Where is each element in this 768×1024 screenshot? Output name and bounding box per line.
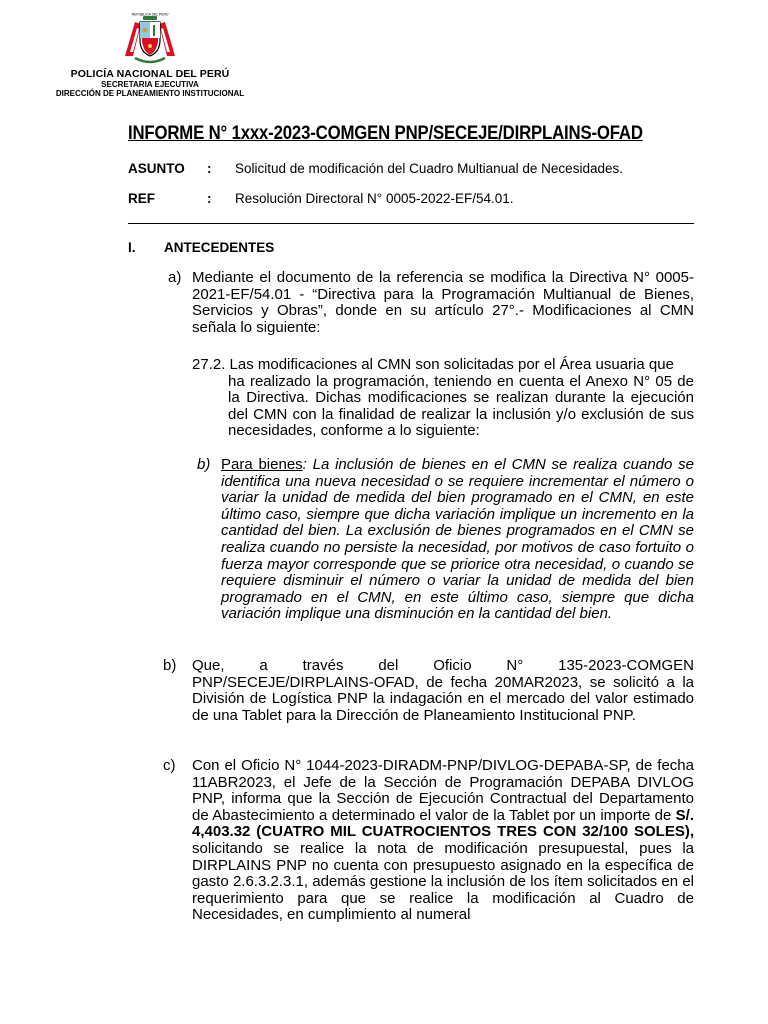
item-a-marker: a) xyxy=(168,269,182,286)
goods-item-marker: b) xyxy=(197,456,211,473)
quote-continuation: ha realizado la programación, teniendo en cuenta el Anexo N° 05 de la Directiva. Dichas modificaciones se realizan durante la ejecución del CMN con la finalidad de realizar la inclusión y/o exclusión de sus necesidades, conforme a lo siguiente: xyxy=(228,372,694,440)
organization-name: POLICÍA NACIONAL DEL PERÚ xyxy=(70,68,230,80)
item-c-paragraph xyxy=(192,758,694,924)
item-c-text-start: Con el Oficio N° 1044-2023-DIRADM-PNP/DIVLOG-DEPABA-SP, de fecha 11ABR2023, el Jefe de la Sección de Programación DEPABA DIVLOG PNP, informa que la Sección de Ejecución Contractual del Departamento de Abastecimiento a determinado el valor de la Tablet por un importe de xyxy=(192,757,694,824)
reference-label: REF xyxy=(128,191,155,206)
item-c-marker: c) xyxy=(163,757,176,774)
reference-colon: : xyxy=(207,191,212,206)
goods-text: : La inclusión de bienes en el CMN se realiza cuando se identifica una nueva necesidad o se requiere incrementar el número o variar la unidad de medida del bien programado en el CMN, en este último caso, siempre que dicha variación implique un incremento en la cantidad del bien. La exclusión de bienes programados en el CMN se realiza cuando no persiste la necesidad, por motivos de caso fortuito o fuerza mayor corresponde que se priorice otra necesidad, o cuando se requiere disminuir el número o variar la unidad de medida del bien programado en el CMN, en este último caso, siempre que dicha variación implique una disminución en la cantidad del bien. xyxy=(221,456,694,623)
organization-subtitle: SECRETARIA EJECUTIVA xyxy=(101,80,199,89)
section-number: I. xyxy=(128,240,136,255)
section-title: ANTECEDENTES xyxy=(164,240,275,255)
divider-line xyxy=(128,223,694,224)
quote-first-line: 27.2. Las modificaciones al CMN son solicitadas por el Área usuaria que xyxy=(192,356,674,373)
quoted-article xyxy=(192,357,694,440)
subject-value: Solicitud de modificación del Cuadro Multianual de Necesidades. xyxy=(235,161,623,176)
item-c-text-end: solicitando se realice la nota de modificación presupuestal, pues la DIRPLAINS PNP no cuenta con presupuesto asignado en la específica de gasto 2.6.3.2.3.1, además gestione la inclusión de los ítem solicitados en el requerimiento para que se realice la modificación al Cuadro de Necesidades, en cumplimiento al numeral xyxy=(192,839,694,924)
peru-coat-of-arms-icon xyxy=(121,12,179,64)
report-title: INFORME N° 1xxx-2023-COMGEN PNP/SECEJE/DIRPLAINS-OFAD xyxy=(128,122,643,144)
letterhead xyxy=(30,12,270,98)
goods-label: Para bienes xyxy=(221,456,303,473)
subject-label: ASUNTO xyxy=(128,161,185,176)
item-b-marker: b) xyxy=(163,657,177,674)
item-c-amount: S/. 4,403.32 (CUATRO MIL CUATROCIENTOS TRES CON 32/100 SOLES), xyxy=(192,806,694,841)
subject-colon: : xyxy=(207,161,212,176)
goods-paragraph xyxy=(221,457,694,623)
organization-department: DIRECCIÓN DE PLANEAMIENTO INSTITUCIONAL xyxy=(55,89,245,98)
item-a-paragraph: Mediante el documento de la referencia se modifica la Directiva N° 0005-2021-EF/54.01 - “Directiva para la Programación Multianual de Bienes, Servicios y Obras”, donde en su artículo 27°.- Modificaciones al CMN señala lo siguiente: xyxy=(192,269,694,336)
item-b-paragraph: Que, a través del Oficio N° 135-2023-COMGEN PNP/SECEJE/DIRPLAINS-OFAD, de fecha 20MAR2023, se solicitó a la División de Logística PNP la indagación en el mercado del valor estimado de una Tablet para la Dirección de Planeamiento Institucional PNP. xyxy=(192,657,694,724)
emblem-caption: REPÚBLICA DEL PERÚ xyxy=(131,12,169,17)
reference-value: Resolución Directoral N° 0005-2022-EF/54.01. xyxy=(235,191,514,206)
